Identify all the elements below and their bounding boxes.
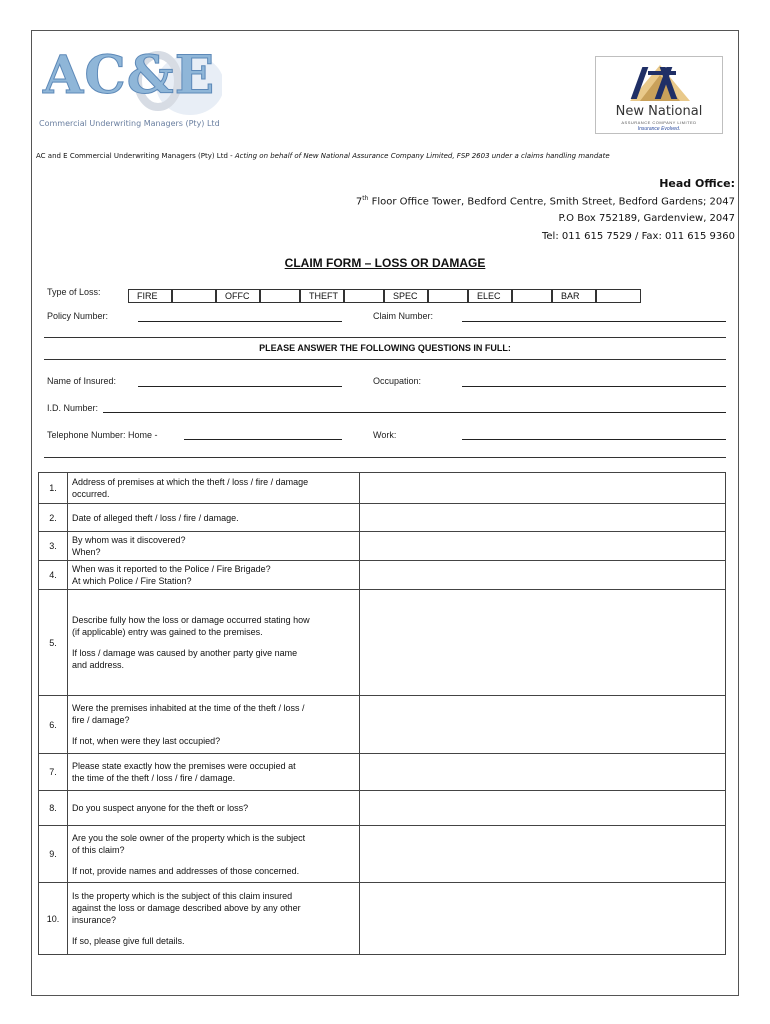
question-row — [39, 791, 726, 826]
loss-type-spec[interactable]: SPEC — [384, 289, 428, 303]
occupation-label: Occupation: — [373, 376, 422, 386]
question-line: insurance? — [72, 915, 117, 925]
divider-top — [44, 337, 726, 338]
question-number: 1. — [39, 473, 68, 504]
question-number: 3. — [39, 532, 68, 561]
question-line: of this claim? — [72, 844, 125, 855]
loss-type-theft-checkbox[interactable] — [344, 289, 384, 303]
answer-cell[interactable] — [360, 696, 726, 754]
question-number: 6. — [39, 696, 68, 754]
mandate-company: AC and E Commercial Underwriting Managers (Pty) Ltd - — [36, 152, 235, 160]
claim-number-field[interactable] — [462, 321, 726, 322]
question-line: Date of alleged theft / loss / fire / damage. — [72, 512, 239, 523]
ace-logo-text: AC&E — [43, 45, 216, 106]
question-row — [39, 826, 726, 883]
question-row — [39, 532, 726, 561]
new-national-company: ASSURANCE COMPANY LIMITED — [621, 120, 697, 125]
question-row — [39, 696, 726, 754]
question-number: 10. — [39, 883, 68, 955]
telephone-home-field[interactable] — [184, 439, 342, 440]
answer-cell[interactable] — [360, 473, 726, 504]
answer-cell[interactable] — [360, 754, 726, 791]
question-text — [68, 754, 360, 791]
question-line: occurred. — [72, 489, 110, 499]
question-text — [68, 696, 360, 754]
loss-type-fire[interactable]: FIRE — [128, 289, 172, 303]
question-line: Is the property which is the subject of this claim insured — [72, 891, 293, 901]
question-line: (if applicable) entry was gained to the premises. — [72, 627, 263, 637]
question-line: fire / damage? — [72, 715, 130, 725]
question-line: If not, provide names and addresses of those concerned. — [72, 865, 300, 876]
divider-bottom — [44, 457, 726, 458]
policy-number-field[interactable] — [138, 321, 342, 322]
question-text — [68, 826, 360, 883]
loss-type-offc[interactable]: OFFC — [216, 289, 260, 303]
question-text — [68, 883, 360, 955]
loss-type-offc-checkbox[interactable] — [260, 289, 300, 303]
id-number-field[interactable] — [103, 412, 726, 413]
answer-cell[interactable] — [360, 826, 726, 883]
telephone-home-label: Telephone Number: Home - — [47, 430, 158, 440]
question-line: If loss / damage was caused by another party give name — [72, 648, 298, 658]
loss-type-fire-checkbox[interactable] — [172, 289, 216, 303]
answer-cell[interactable] — [360, 532, 726, 561]
answer-cell[interactable] — [360, 561, 726, 590]
question-line: At which Police / Fire Station? — [72, 576, 192, 586]
question-line: When was it reported to the Police / Fire Brigade? — [72, 564, 271, 574]
question-number: 8. — [39, 791, 68, 826]
work-telephone-field[interactable] — [462, 439, 726, 440]
loss-type-bar-checkbox[interactable] — [596, 289, 641, 303]
question-text — [68, 504, 360, 532]
head-office-po-box: P.O Box 752189, Gardenview, 2047 — [558, 213, 735, 224]
question-text — [68, 590, 360, 696]
question-line: By whom was it discovered? — [72, 535, 186, 545]
loss-type-spec-checkbox[interactable] — [428, 289, 468, 303]
question-row — [39, 883, 726, 955]
question-text — [68, 791, 360, 826]
new-national-name: New National — [615, 104, 703, 119]
question-line: When? — [72, 547, 101, 557]
name-of-insured-field[interactable] — [138, 386, 342, 387]
mandate-detail: Acting on behalf of New National Assurance Company Limited, FSP 2603 under a claims handling mandate — [234, 152, 610, 160]
question-row — [39, 504, 726, 532]
question-line: Were the premises inhabited at the time of the theft / loss / — [72, 703, 305, 713]
head-office-address: 7th Floor Office Tower, Bedford Centre, Smith Street, Bedford Gardens; 2047 — [355, 195, 735, 208]
question-line: against the loss or damage described above by any other — [72, 903, 301, 913]
questions-table — [38, 472, 726, 955]
mandate-statement — [36, 152, 610, 160]
policy-number-label: Policy Number: — [47, 311, 109, 321]
head-office-phone: Tel: 011 615 7529 / Fax: 011 615 9360 — [541, 231, 735, 242]
question-line: Do you suspect anyone for the theft or loss? — [72, 803, 249, 813]
id-number-label: I.D. Number: — [47, 403, 99, 413]
question-row — [39, 561, 726, 590]
question-row — [39, 754, 726, 791]
company-subtitle: Commercial Underwriting Managers (Pty) Ltd — [39, 119, 220, 128]
question-line: Are you the sole owner of the property which is the subject — [72, 832, 306, 843]
question-row — [39, 473, 726, 504]
answer-cell[interactable] — [360, 590, 726, 696]
head-office-title: Head Office: — [659, 177, 735, 190]
work-telephone-label: Work: — [373, 430, 397, 440]
claim-form-page — [31, 30, 739, 996]
question-number: 9. — [39, 826, 68, 883]
question-number: 4. — [39, 561, 68, 590]
question-line: Describe fully how the loss or damage occurred stating how — [72, 615, 310, 625]
question-line: If not, when were they last occupied? — [72, 736, 221, 746]
form-title: CLAIM FORM – LOSS OR DAMAGE — [284, 256, 486, 270]
new-national-tagline: Insurance Evolved. — [637, 126, 681, 132]
question-number: 5. — [39, 590, 68, 696]
question-number: 7. — [39, 754, 68, 791]
question-text — [68, 561, 360, 590]
question-row — [39, 590, 726, 696]
question-text — [68, 473, 360, 504]
type-of-loss-label: Type of Loss: — [47, 287, 101, 297]
name-of-insured-label: Name of Insured: — [47, 376, 117, 386]
instruction-text: PLEASE ANSWER THE FOLLOWING QUESTIONS IN FULL: — [259, 343, 511, 353]
answer-cell[interactable] — [360, 791, 726, 826]
answer-cell[interactable] — [360, 883, 726, 955]
loss-type-elec[interactable]: ELEC — [468, 289, 512, 303]
loss-type-bar[interactable]: BAR — [552, 289, 596, 303]
new-national-emblem — [596, 57, 724, 105]
question-line: and address. — [72, 660, 125, 670]
claim-number-label: Claim Number: — [373, 311, 434, 321]
new-national-logo — [595, 56, 723, 134]
occupation-field[interactable] — [462, 386, 726, 387]
divider-instruction — [44, 359, 726, 360]
question-line: If so, please give full details. — [72, 936, 185, 946]
loss-type-elec-checkbox[interactable] — [512, 289, 552, 303]
question-line: Please state exactly how the premises were occupied at — [72, 761, 296, 771]
question-text — [68, 532, 360, 561]
loss-type-theft[interactable]: THEFT — [300, 289, 344, 303]
answer-cell[interactable] — [360, 504, 726, 532]
question-line: the time of the theft / loss / fire / damage. — [72, 773, 236, 783]
question-number: 2. — [39, 504, 68, 532]
question-line: Address of premises at which the theft / loss / fire / damage — [72, 477, 309, 487]
